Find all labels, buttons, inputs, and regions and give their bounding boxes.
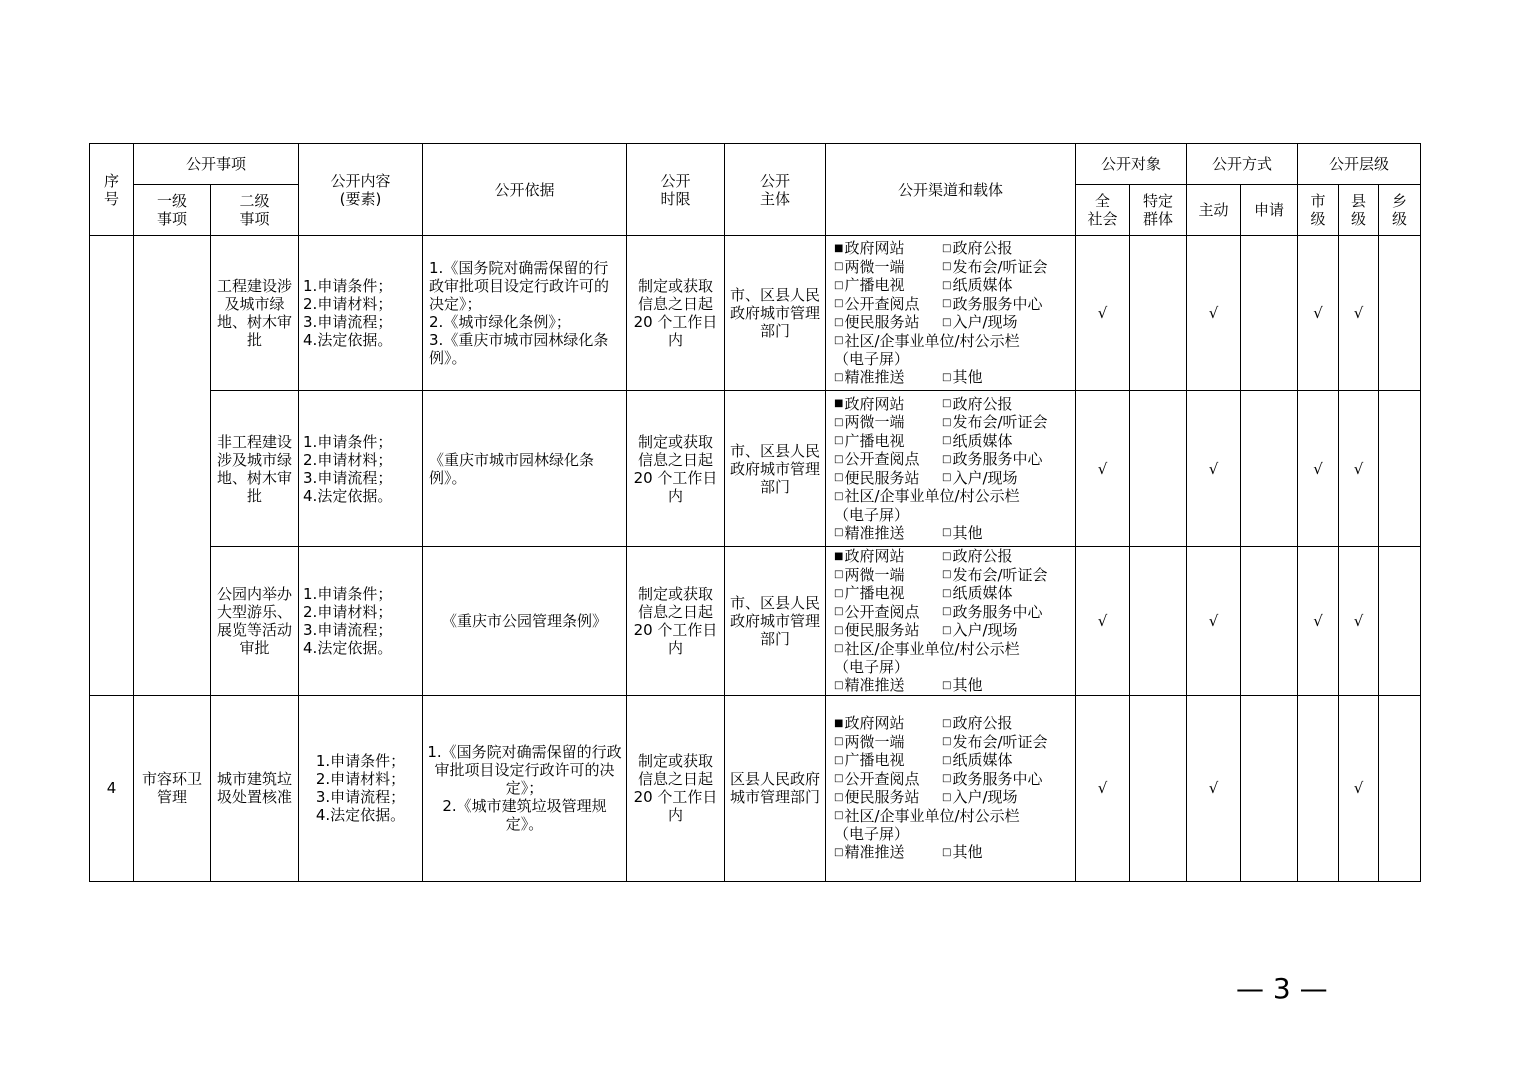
table-row bbox=[90, 695, 1421, 881]
cell-period: 制定或获取信息之日起 20 个工作日内 bbox=[627, 236, 725, 391]
cell-subject: 市、区县人民政府城市管理部门 bbox=[725, 547, 826, 696]
cell-method-apply bbox=[1241, 236, 1298, 391]
cell-level-town bbox=[1379, 236, 1421, 391]
cell-content: 1.申请条件； 2.申请材料； 3.申请流程； 4.法定依据。 bbox=[299, 547, 423, 696]
table-row bbox=[90, 391, 1421, 547]
cell-target-specific bbox=[1130, 547, 1187, 696]
cell-level-county: √ bbox=[1339, 695, 1379, 881]
cell-target-all: √ bbox=[1076, 547, 1130, 696]
cell-level-city: √ bbox=[1298, 236, 1339, 391]
cell-content: 1.申请条件； 2.申请材料； 3.申请流程； 4.法定依据。 bbox=[299, 391, 423, 547]
cell-period: 制定或获取信息之日起 20 个工作日内 bbox=[627, 547, 725, 696]
header-target-all: 全 社会 bbox=[1076, 185, 1130, 236]
cell-level-county: √ bbox=[1339, 547, 1379, 696]
header-row-1 bbox=[90, 144, 1421, 185]
cell-level-county: √ bbox=[1339, 236, 1379, 391]
header-target-specific: 特定 群体 bbox=[1130, 185, 1187, 236]
cell-content: 1.申请条件； 2.申请材料； 3.申请流程； 4.法定依据。 bbox=[299, 236, 423, 391]
header-target-group: 公开对象 bbox=[1076, 144, 1187, 185]
header-content: 公开内容 (要素) bbox=[299, 144, 423, 236]
header-channels: 公开渠道和载体 bbox=[826, 144, 1076, 236]
cell-basis: 1.《国务院对确需保留的行政审批项目设定行政许可的决定》； 2.《城市建筑垃圾管理规定》。 bbox=[423, 695, 627, 881]
table-row bbox=[90, 547, 1421, 696]
cell-subject: 区县人民政府城市管理部门 bbox=[725, 695, 826, 881]
cell-method-apply bbox=[1241, 547, 1298, 696]
cell-subject: 市、区县人民政府城市管理部门 bbox=[725, 236, 826, 391]
header-method-active: 主动 bbox=[1187, 185, 1241, 236]
cell-target-all: √ bbox=[1076, 236, 1130, 391]
header-seq: 序 号 bbox=[90, 144, 134, 236]
cell-level2: 公园内举办大型游乐、展览等活动审批 bbox=[211, 547, 299, 696]
header-method-apply: 申请 bbox=[1241, 185, 1298, 236]
cell-content: 1.申请条件； 2.申请材料； 3.申请流程； 4.法定依据。 bbox=[299, 695, 423, 881]
cell-method-active: √ bbox=[1187, 236, 1241, 391]
cell-level-city bbox=[1298, 695, 1339, 881]
cell-channels: ■政府网站 □政府公报 □两微一端 □发布会/听证会 □广播电视 □纸质媒体 □公开查阅点 □政务服务中心 □便民服务站 □入户/现场 □社区/企事业单位/村公示栏 （电子屏） □精准推送 □其他 bbox=[826, 695, 1076, 881]
header-level1: 一级 事项 bbox=[134, 185, 211, 236]
page-number: — 3 — bbox=[1236, 972, 1328, 1005]
cell-channels: ■政府网站 □政府公报 □两微一端 □发布会/听证会 □广播电视 □纸质媒体 □公开查阅点 □政务服务中心 □便民服务站 □入户/现场 □社区/企事业单位/村公示栏 （电子屏） □精准推送 □其他 bbox=[826, 391, 1076, 547]
header-method-group: 公开方式 bbox=[1187, 144, 1298, 185]
cell-period: 制定或获取信息之日起 20 个工作日内 bbox=[627, 391, 725, 547]
header-period: 公开 时限 bbox=[627, 144, 725, 236]
header-item-group: 公开事项 bbox=[134, 144, 299, 185]
header-level-town: 乡 级 bbox=[1379, 185, 1421, 236]
cell-level2: 非工程建设涉及城市绿地、树木审批 bbox=[211, 391, 299, 547]
cell-subject: 市、区县人民政府城市管理部门 bbox=[725, 391, 826, 547]
cell-channels: ■政府网站 □政府公报 □两微一端 □发布会/听证会 □广播电视 □纸质媒体 □公开查阅点 □政务服务中心 □便民服务站 □入户/现场 □社区/企事业单位/村公示栏 （电子屏） □精准推送 □其他 bbox=[826, 547, 1076, 696]
cell-target-specific bbox=[1130, 236, 1187, 391]
cell-seq: 4 bbox=[90, 695, 134, 881]
cell-level-town bbox=[1379, 547, 1421, 696]
cell-method-active: √ bbox=[1187, 695, 1241, 881]
cell-period: 制定或获取信息之日起 20 个工作日内 bbox=[627, 695, 725, 881]
table-row bbox=[90, 236, 1421, 391]
cell-basis: 《重庆市城市园林绿化条例》。 bbox=[423, 391, 627, 547]
cell-target-all: √ bbox=[1076, 391, 1130, 547]
cell-level-city: √ bbox=[1298, 391, 1339, 547]
cell-seq bbox=[90, 236, 134, 696]
header-subject: 公开 主体 bbox=[725, 144, 826, 236]
cell-method-active: √ bbox=[1187, 547, 1241, 696]
cell-target-specific bbox=[1130, 391, 1187, 547]
header-level-county: 县 级 bbox=[1339, 185, 1379, 236]
cell-method-apply bbox=[1241, 695, 1298, 881]
cell-level-city: √ bbox=[1298, 547, 1339, 696]
cell-level-town bbox=[1379, 391, 1421, 547]
cell-level2: 城市建筑垃圾处置核准 bbox=[211, 695, 299, 881]
disclosure-table bbox=[89, 143, 1421, 882]
cell-channels: ■政府网站 □政府公报 □两微一端 □发布会/听证会 □广播电视 □纸质媒体 □公开查阅点 □政务服务中心 □便民服务站 □入户/现场 □社区/企事业单位/村公示栏 （电子屏） □精准推送 □其他 bbox=[826, 236, 1076, 391]
cell-basis: 1.《国务院对确需保留的行政审批项目设定行政许可的决定》； 2.《城市绿化条例》； 3.《重庆市城市园林绿化条例》。 bbox=[423, 236, 627, 391]
cell-level-county: √ bbox=[1339, 391, 1379, 547]
cell-method-apply bbox=[1241, 391, 1298, 547]
cell-method-active: √ bbox=[1187, 391, 1241, 547]
cell-level1: 市容环卫管理 bbox=[134, 695, 211, 881]
cell-level1 bbox=[134, 236, 211, 696]
header-level-city: 市 级 bbox=[1298, 185, 1339, 236]
cell-level-town bbox=[1379, 695, 1421, 881]
cell-level2: 工程建设涉及城市绿地、树木审批 bbox=[211, 236, 299, 391]
header-basis: 公开依据 bbox=[423, 144, 627, 236]
header-level2: 二级 事项 bbox=[211, 185, 299, 236]
cell-target-all: √ bbox=[1076, 695, 1130, 881]
cell-basis: 《重庆市公园管理条例》 bbox=[423, 547, 627, 696]
header-level-group: 公开层级 bbox=[1298, 144, 1421, 185]
cell-target-specific bbox=[1130, 695, 1187, 881]
